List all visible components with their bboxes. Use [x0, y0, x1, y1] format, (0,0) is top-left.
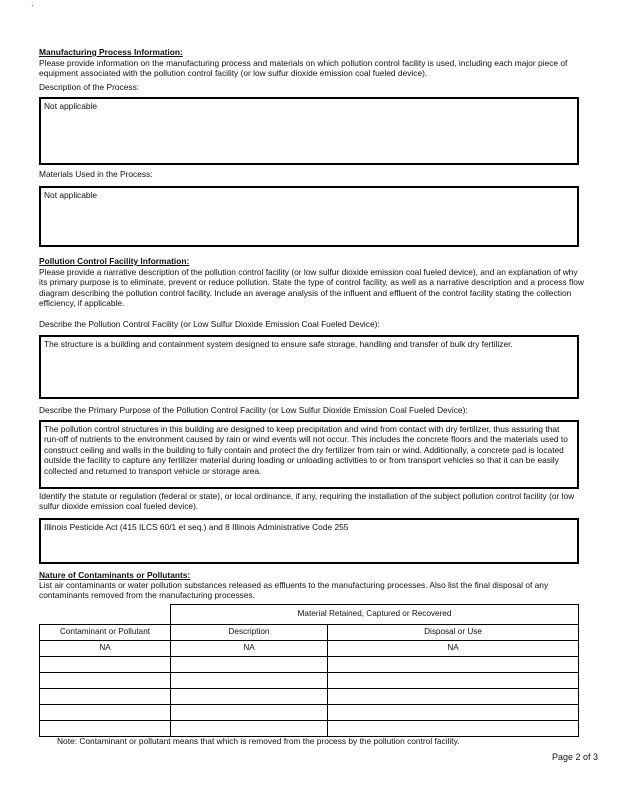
page-number: Page 2 of 3 — [552, 752, 599, 762]
table-cell[interactable] — [171, 721, 328, 737]
table-cell[interactable] — [328, 689, 579, 705]
table-cell[interactable] — [40, 689, 171, 705]
primary-purpose-field[interactable]: The pollution control structures in this building are designed to keep precipitation and wind from contact with dry fertilizer, thus assuring that run-off of nutrients to the environment caused by rain or wind events will not occur. This includes the concrete floors and the materials used to construct ceiling and walls in the building to fully contain and protect the dry fertilizer from rain or wind. Additionally, a concrete pad is located outside the facility to capture any fertilizer material during loading or unloading activities to or from transport vehicles so that it can be easily collected and returned to transport vehicle or storage area. — [39, 420, 579, 489]
corner-mark: ` — [31, 4, 34, 14]
table-row — [40, 641, 579, 657]
materials-used-field[interactable]: Not applicable — [39, 186, 579, 247]
describe-facility-label: Describe the Pollution Control Facility (or Low Sulfur Dioxide Emission Coal Fueled Device): — [39, 319, 380, 329]
table-cell[interactable]: NA — [171, 641, 328, 657]
table-row — [40, 721, 579, 737]
contaminants-heading: Nature of Contaminants or Pollutants: — [39, 570, 191, 580]
table-cell[interactable] — [171, 657, 328, 673]
statute-label: Identify the statute or regulation (federal or state), or local ordinance, if any, requiring the installation of the subject pollution control facility (or low sulfur dioxide emission coal fueled device). — [39, 491, 575, 512]
manufacturing-instructions: Please provide information on the manufacturing process and materials on which pollution control facility is used, including each major piece of equipment associated with the pollution control facility (or low sulfur dioxide emission coal fueled device). — [39, 58, 568, 79]
describe-facility-field[interactable]: The structure is a building and containment system designed to ensure safe storage, handling and transfer of bulk dry fertilizer. — [39, 335, 579, 399]
process-description-field[interactable]: Not applicable — [39, 97, 579, 165]
table-cell[interactable] — [328, 721, 579, 737]
pollution-control-instructions: Please provide a narrative description of the pollution control facility (or low sulfur dioxide emission coal fueled device), and an explanation of why its primary purpose is to eliminate, prevent or reduce pollution. State the type of control facility, as well as a narrative description and a process flow diagram describing the pollution control facility. Include an average analysis of the influent and effluent of the control facility stating the collection efficiency, if applicable. — [39, 267, 584, 309]
column-header-description: Description — [171, 625, 328, 641]
table-cell[interactable]: NA — [40, 641, 171, 657]
manufacturing-heading: Manufacturing Process Information: — [39, 47, 183, 57]
table-row — [40, 689, 579, 705]
table-cell[interactable] — [40, 721, 171, 737]
group-header: Material Retained, Captured or Recovered — [171, 605, 579, 625]
table-cell[interactable] — [171, 689, 328, 705]
table-row — [40, 657, 579, 673]
table-blank-corner — [40, 605, 171, 625]
table-row — [40, 705, 579, 721]
table-cell[interactable]: NA — [328, 641, 579, 657]
table-cell[interactable] — [328, 657, 579, 673]
contaminant-note: Note: Contaminant or pollutant means that which is removed from the process by the pollution control facility. — [57, 736, 460, 746]
table-cell[interactable] — [171, 673, 328, 689]
table-cell[interactable] — [328, 705, 579, 721]
contaminants-instructions: List air contaminants or water pollution substances released as effluents to the manufacturing processes. Also list the final disposal of any contaminants removed from the manufacturing processes. — [39, 580, 549, 601]
table-cell[interactable] — [40, 673, 171, 689]
pollution-control-heading: Pollution Control Facility Information: — [39, 256, 190, 266]
table-cell[interactable] — [328, 673, 579, 689]
table-cell[interactable] — [171, 705, 328, 721]
column-header-contaminant: Contaminant or Pollutant — [40, 625, 171, 641]
process-description-label: Description of the Process: — [39, 82, 140, 92]
column-header-disposal: Disposal or Use — [328, 625, 579, 641]
materials-used-label: Materials Used in the Process: — [39, 169, 153, 179]
table-row — [40, 673, 579, 689]
statute-field[interactable]: Illinois Pesticide Act (415 ILCS 60/1 et seq.) and 8 Illinois Administrative Code 255 — [39, 518, 579, 564]
table-cell[interactable] — [40, 657, 171, 673]
primary-purpose-label: Describe the Primary Purpose of the Pollution Control Facility (or Low Sulfur Dioxide Emission Coal Fueled Device): — [39, 405, 468, 415]
table-cell[interactable] — [40, 705, 171, 721]
contaminants-table — [39, 604, 579, 737]
